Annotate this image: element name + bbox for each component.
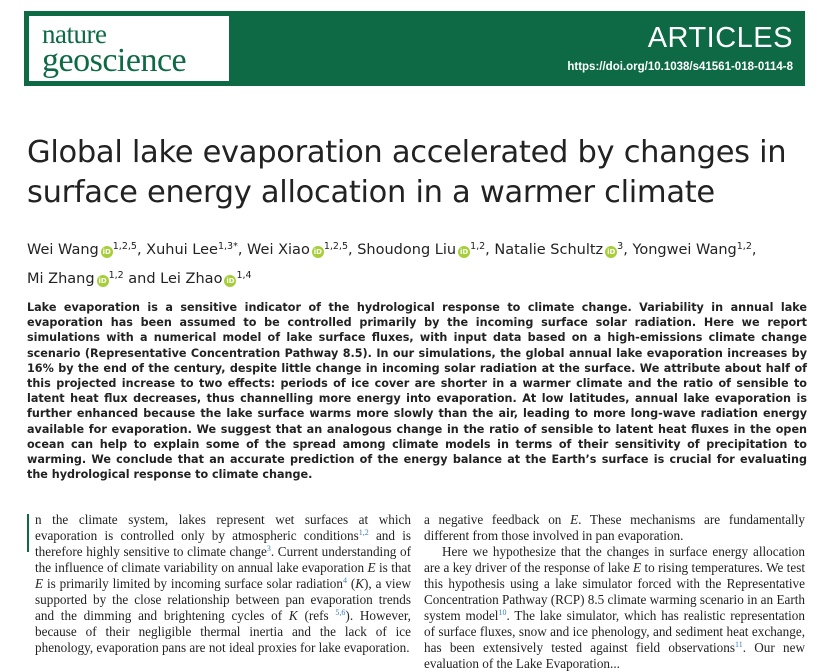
citation-link[interactable]: 1,2 [358,528,369,537]
author-line-2 [27,263,817,292]
author-name[interactable]: Natalie Schultz [494,242,604,258]
author-affiliation: 1,4 [236,270,252,281]
title-line-1: Global lake evaporation accelerated by changes in [27,135,787,170]
author-affiliation: 1,3* [217,241,238,252]
author-affiliation: 1,2,5 [112,241,137,252]
author-sep: , [485,242,495,258]
author-affiliation: 1,2 [736,241,752,252]
citation-link[interactable]: 4 [342,576,347,585]
author-name[interactable]: Yongwei Wang [632,242,737,258]
section-label: ARTICLES [647,22,793,54]
author-sep: , [623,242,633,258]
journal-header [24,11,805,86]
orcid-icon[interactable]: iD [459,248,469,256]
logo-line2: geoscience [42,42,187,79]
author-name[interactable]: Lei Zhao [160,271,223,287]
abstract: Lake evaporation is a sensitive indicator of the hydrological response to climate change. Variability in annual lake evaporation has been assumed to be controlled primarily by the incoming surface solar radiation. Here we report simulations with a numerical model of lake surface fluxes, with input data based on a high-emissions climate change scenario (Representative Concentration Pathway 8.5). In our simulations, the global annual lake evaporation increases by 16% by the end of the century, despite little change in incoming solar radiation at the surface. We attribute about half of this projected increase to two effects: periods of ice cover are shorter in a warmer climate and the ratio of sensible to latent heat flux decreases, thus channelling more energy into evaporation. At low latitudes, annual lake evaporation is further enhanced because the lake surface warms more slowly than the air, leading to more long-wave radiation energy available for evaporation. We suggest that an analogous change in the ratio of sensible to latent heat fluxes in the open ocean can help to explain some of the spread among climate models in terms of their sensitivity of precipitation to warming. We conclude that an accurate prediction of the energy balance at the Earth’s surface is crucial for evaluating the hydrological response to climate change. [27,301,807,482]
author-name[interactable]: Wei Xiao [247,242,310,258]
body-column-left [27,512,411,661]
journal-logo[interactable] [29,16,229,81]
author-sep: , [237,242,248,258]
orcid-icon[interactable]: iD [313,248,322,256]
citation-link[interactable]: 3 [266,544,271,553]
orcid-icon[interactable]: iD [607,248,616,256]
author-sep: , [348,242,358,258]
logo-line1: nature [42,19,107,49]
author-affiliation: 1,2 [470,241,486,252]
body-paragraph: a negative feedback on E. These mechanisms are fundamentally different from those involved in pan evaporation. [424,512,805,543]
orcid-icon[interactable]: iD [102,248,111,256]
author-and: and [123,271,161,287]
orcid-icon[interactable]: iD [98,277,107,285]
author-list [27,234,817,292]
author-affiliation: 1,2,5 [323,241,348,252]
author-name[interactable]: Mi Zhang [27,271,95,287]
article-title [27,133,817,213]
citation-link[interactable]: 10 [498,608,507,617]
body-paragraph: Here we hypothesize that the changes in surface energy allocation are a key driver of the response of lake E to rising temperatures. We test this hypothesis using a lake simulator forced with the Representative Concentration Pathway (RCP) 8.5 climate warming scenario in an Earth system model$^{10}$. The lake simulator, which has realistic representation of surface fluxes, snow and ice phenology, and sediment heat exchange, has been extensively tested against field observations$^{11}$. Our new evaluation of the Lake Evaporation... [424,544,805,671]
author-line-1 [27,234,817,263]
body-column-right [424,512,805,671]
doi-link[interactable]: https://doi.org/10.1038/s41561-018-0114-8 [567,61,793,73]
author-sep: , [751,242,757,258]
author-name[interactable]: Xuhui Lee [146,242,218,258]
citation-link[interactable]: 5,6 [335,608,346,617]
title-line-2: surface energy allocation in a warmer climate [27,175,715,210]
author-name[interactable]: Shoudong Liu [357,242,457,258]
author-name[interactable]: Wei Wang [27,242,99,258]
orcid-icon[interactable]: iD [226,277,235,285]
author-sep: , [136,242,147,258]
author-affiliation: 3 [617,241,624,252]
author-affiliation: 1,2 [108,270,124,281]
body-paragraph: n the climate system, lakes represent wet surfaces at which evaporation is controlled only by atmospheric conditions$^{1,2}$ and is therefore highly sensitive to climate change$^3$. Current understanding of the influence of climate variability on annual lake evaporation E is that E is primarily limited by incoming surface solar radiation$^4$ (K), a view supported by the close relationship between pan evaporation trends and the dimming and brightening cycles of K (refs $^{5,6}$). However, because of their negligible thermal inertia and the lack of ice phenology, evaporation pans are not ideal proxies for lake evaporation. [35,512,411,655]
citation-link[interactable]: 11 [735,640,743,649]
